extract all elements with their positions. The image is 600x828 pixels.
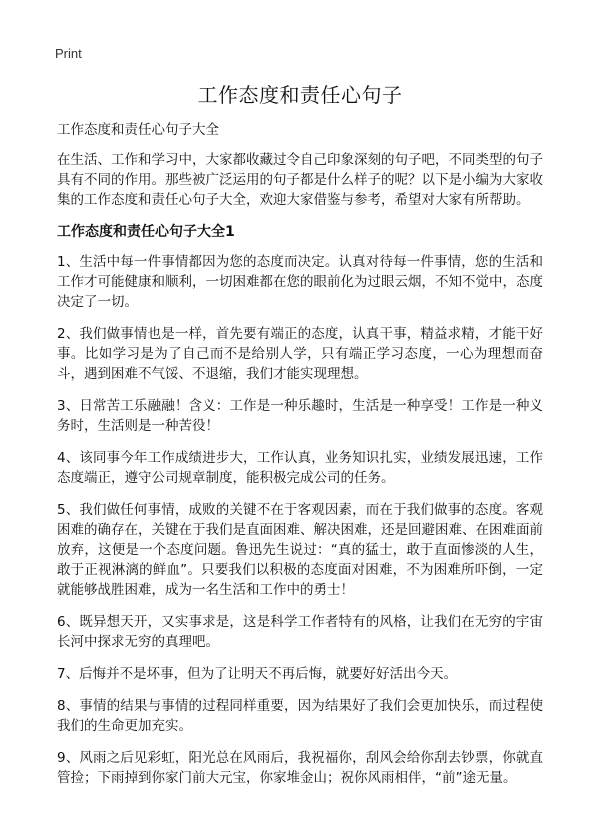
- document-subtitle: 工作态度和责任心句子大全: [57, 122, 219, 138]
- list-item: 4、该同事今年工作成绩进步大，工作认真，业务知识扎实，业绩发展迅速，工作态度端正，遵守公司规章制度，能积极完成公司的任务。: [57, 450, 543, 486]
- list-item: 7、后悔并不是坏事，但为了让明天不再后悔，就要好好活出今天。: [57, 666, 458, 682]
- list-item: 3、日常苦工乐融融！含义：工作是一种乐趣时，生活是一种享受！工作是一种义务时，生活则是一种苦役！: [57, 398, 543, 434]
- list-item: 5、我们做任何事情，成败的关键不在于客观因素，而在于我们做事的态度。客观困难的确存在，关键在于我们是直面困难、解决困难，还是回避困难、在困难面前放弃，这便是一个态度问题。鲁迅先生说过：“真的猛士，敢于直面惨淡的人生，敢于正视淋漓的鲜血”。只要我们以积极的态度面对困难，不为困难所吓倒，一定就能够战胜困难，成为一名生活和工作中的勇士！: [57, 502, 543, 598]
- page-title: 工作态度和责任心句子: [197, 83, 403, 107]
- intro-paragraph: 在生活、工作和学习中，大家都收藏过令自己印象深刻的句子吧，不同类型的句子具有不同的作用。那些被广泛运用的句子都是什么样子的呢？以下是小编为大家收集的工作态度和责任心句子大全，欢迎大家借鉴与参考，希望对大家有所帮助。: [57, 152, 543, 208]
- list-item: 6、既异想天开，又实事求是，这是科学工作者特有的风格，让我们在无穷的宇宙长河中探求无穷的真理吧。: [57, 614, 543, 650]
- list-item: 1、生活中每一件事情都因为您的态度而决定。认真对待每一件事情，您的生活和工作才可能健康和顺利，一切困难都在您的眼前化为过眼云烟，不知不觉中，态度决定了一切。: [57, 254, 543, 310]
- document-body: [57, 120, 543, 800]
- list-item: 9、风雨之后见彩虹，阳光总在风雨后，我祝福你，刮风会给你刮去钞票，你就直管捡；下雨掉到你家门前大元宝，你家堆金山；祝你风雨相伴，“前”途无量。: [57, 750, 543, 786]
- list-item: 8、事情的结果与事情的过程同样重要，因为结果好了我们会更加快乐，而过程使我们的生命更加充实。: [57, 698, 543, 734]
- section-heading: 工作态度和责任心句子大全1: [57, 224, 235, 240]
- print-link[interactable]: Print: [55, 46, 82, 61]
- list-item: 2、我们做事情也是一样，首先要有端正的态度，认真干事，精益求精，才能干好事。比如学习是为了自己而不是给别人学，只有端正学习态度，一心为理想而奋斗，遇到困难不气馁、不退缩，我们才能实现理想。: [57, 326, 543, 382]
